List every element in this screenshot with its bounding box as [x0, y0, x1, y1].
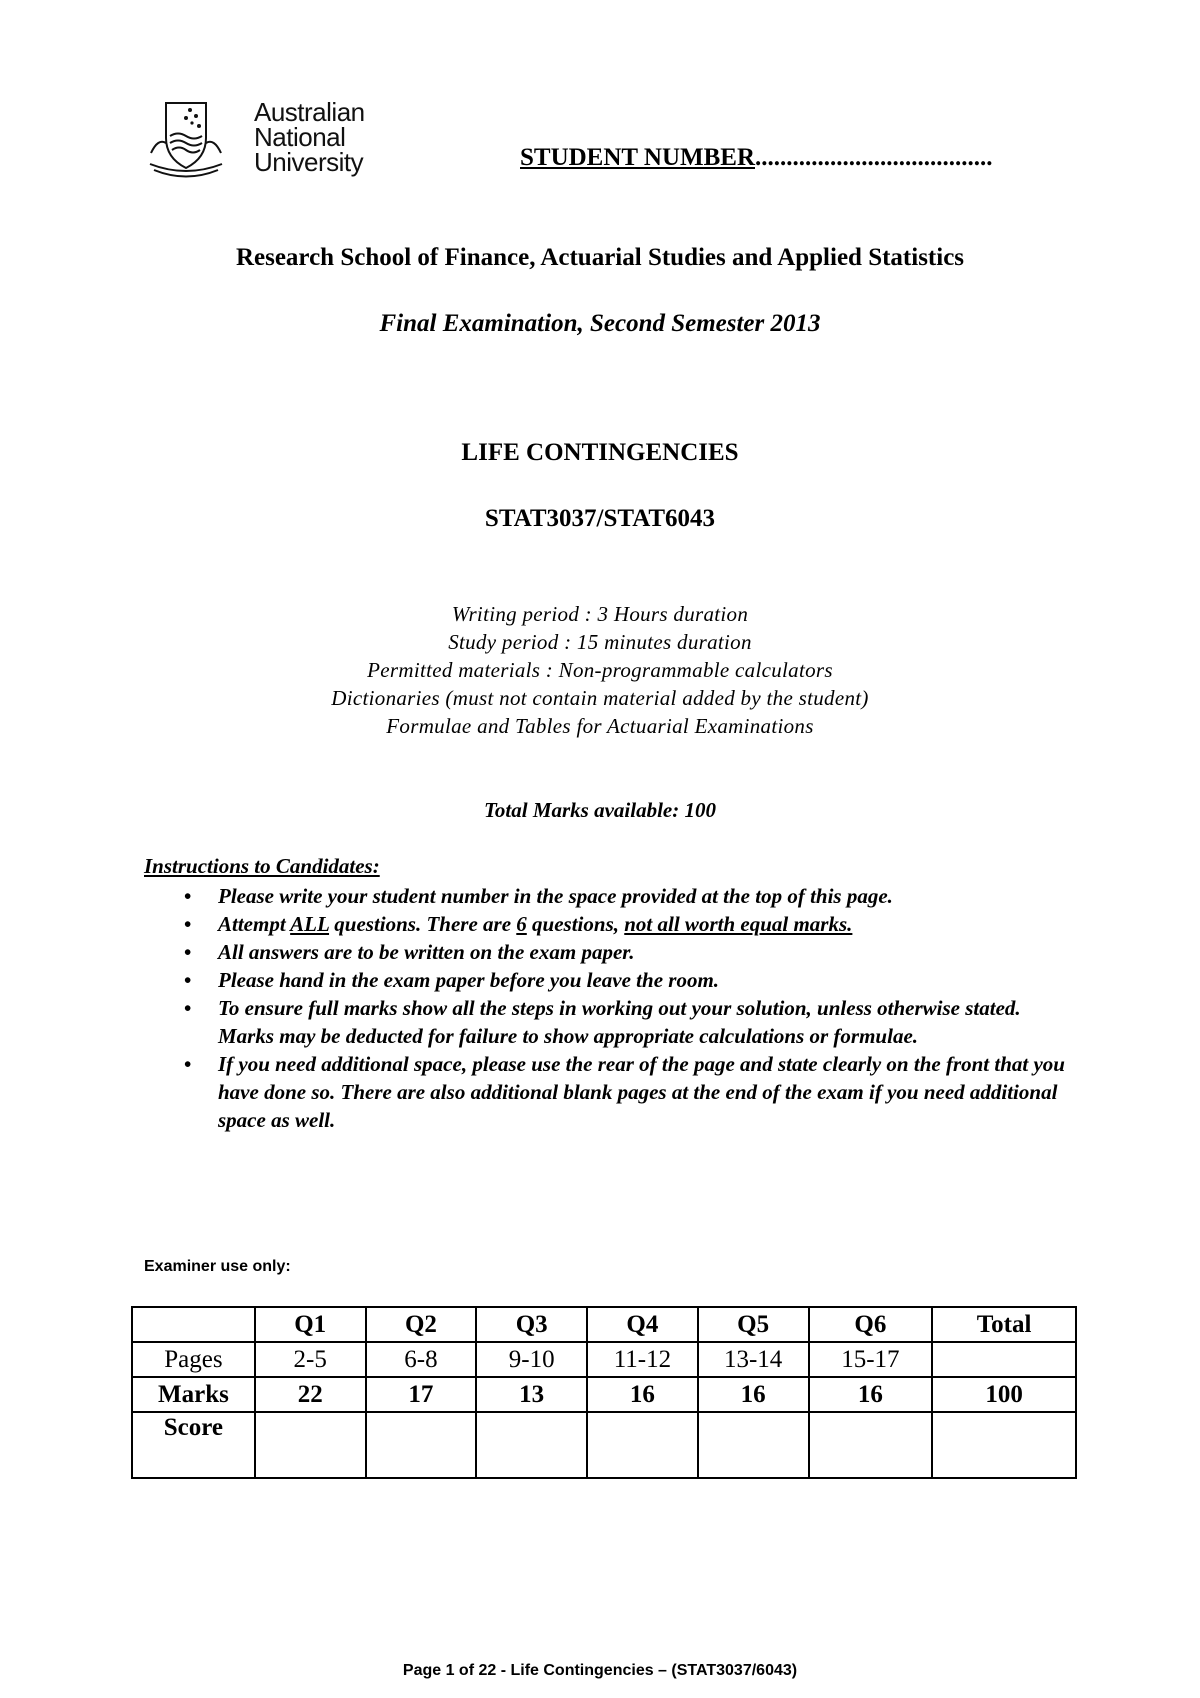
instruction-text: Please hand in the exam paper before you leave the room.	[218, 968, 720, 992]
instruction-emphasis: 6	[516, 912, 527, 936]
anu-crest-icon	[146, 98, 246, 178]
table-cell: 13	[476, 1377, 587, 1412]
instruction-text: Please write your student number in the space provided at the top of this page.	[218, 884, 893, 908]
table-cell: 100	[932, 1377, 1076, 1412]
instruction-text: questions. There are	[329, 912, 517, 936]
instruction-text: Attempt	[218, 912, 291, 936]
score-cell[interactable]	[932, 1412, 1076, 1478]
table-cell: 6-8	[366, 1342, 477, 1377]
instructions-list	[144, 882, 1074, 1134]
instruction-item	[144, 938, 1074, 966]
table-header-cell: Total	[932, 1307, 1076, 1342]
table-cell: 16	[587, 1377, 698, 1412]
course-code: STAT3037/STAT6043	[484, 505, 716, 532]
table-header-cell: Q6	[809, 1307, 933, 1342]
total-marks: Total Marks available: 100	[484, 798, 716, 822]
table-header-cell: Q1	[255, 1307, 366, 1342]
examiner-label: Examiner use only:	[144, 1258, 291, 1275]
score-cell[interactable]	[587, 1412, 698, 1478]
table-cell: Pages	[132, 1342, 255, 1377]
table-cell: 17	[366, 1377, 477, 1412]
student-number-dots: ......................................	[755, 144, 993, 171]
instruction-emphasis: ALL	[290, 912, 330, 936]
exam-info-line: Permitted materials : Non-programmable calculators	[367, 658, 833, 682]
page-footer: Page 1 of 22 - Life Contingencies – (STAT3037/6043)	[402, 1662, 798, 1679]
table-cell: 16	[698, 1377, 809, 1412]
score-cell[interactable]	[809, 1412, 933, 1478]
exam-info-line: Study period : 15 minutes duration	[448, 630, 752, 654]
instruction-text: If you need additional space, please use the rear of the page and state clearly on the front that you have done so. There are also additional blank pages at the end of the exam if you need additional space as well.	[218, 1052, 1065, 1132]
table-cell: Score	[132, 1412, 255, 1478]
table-header-cell: Q4	[587, 1307, 698, 1342]
bullet-icon: •	[184, 884, 192, 908]
marks-table	[131, 1306, 1077, 1479]
table-header-cell: Q5	[698, 1307, 809, 1342]
student-number-label: STUDENT NUMBER	[520, 144, 755, 171]
bullet-icon: •	[184, 940, 192, 964]
instruction-text: All answers are to be written on the exam paper.	[218, 940, 635, 964]
bullet-icon: •	[184, 912, 192, 936]
table-header-cell: Q3	[476, 1307, 587, 1342]
instruction-item	[144, 966, 1074, 994]
table-cell: 13-14	[698, 1342, 809, 1377]
exam-title: Final Examination, Second Semester 2013	[379, 310, 821, 337]
instruction-text: To ensure full marks show all the steps in working out your solution, unless otherwise stated. Marks may be deducted for failure to show appropriate calculations or formulae.	[218, 996, 1021, 1048]
instruction-item	[144, 994, 1074, 1050]
logo-line: Australian	[254, 97, 365, 127]
table-header-cell	[132, 1307, 255, 1342]
score-cell[interactable]	[698, 1412, 809, 1478]
course-title: LIFE CONTINGENCIES	[461, 439, 739, 466]
table-row-marks	[132, 1377, 1076, 1412]
logo-line: National	[254, 122, 346, 152]
bullet-icon: •	[184, 1052, 192, 1076]
instructions-heading: Instructions to Candidates:	[144, 854, 380, 878]
table-cell: 15-17	[809, 1342, 933, 1377]
bullet-icon: •	[184, 996, 192, 1020]
table-header-row	[132, 1307, 1076, 1342]
university-logo	[146, 98, 376, 180]
score-cell[interactable]	[255, 1412, 366, 1478]
instruction-text: questions,	[526, 912, 625, 936]
table-cell: 9-10	[476, 1342, 587, 1377]
table-cell: 2-5	[255, 1342, 366, 1377]
score-cell[interactable]	[366, 1412, 477, 1478]
score-cell[interactable]	[476, 1412, 587, 1478]
exam-info	[0, 600, 1200, 740]
instruction-item	[144, 1050, 1074, 1134]
student-number-field[interactable]	[520, 144, 993, 172]
table-row-score	[132, 1412, 1076, 1478]
table-cell: 22	[255, 1377, 366, 1412]
instruction-item	[144, 910, 1074, 938]
logo-wordmark	[254, 97, 365, 177]
table-row-pages	[132, 1342, 1076, 1377]
table-cell: 11-12	[587, 1342, 698, 1377]
table-cell: 16	[809, 1377, 933, 1412]
bullet-icon: •	[184, 968, 192, 992]
table-cell	[932, 1342, 1076, 1377]
table-header-cell: Q2	[366, 1307, 477, 1342]
instruction-emphasis: not all worth equal marks.	[624, 912, 853, 936]
exam-info-line: Formulae and Tables for Actuarial Examinations	[386, 714, 814, 738]
exam-info-line: Dictionaries (must not contain material added by the student)	[331, 686, 869, 710]
school-name: Research School of Finance, Actuarial Studies and Applied Statistics	[235, 244, 965, 271]
exam-info-line: Writing period : 3 Hours duration	[451, 602, 749, 626]
logo-line: University	[254, 147, 364, 177]
instruction-item	[144, 882, 1074, 910]
table-cell: Marks	[132, 1377, 255, 1412]
